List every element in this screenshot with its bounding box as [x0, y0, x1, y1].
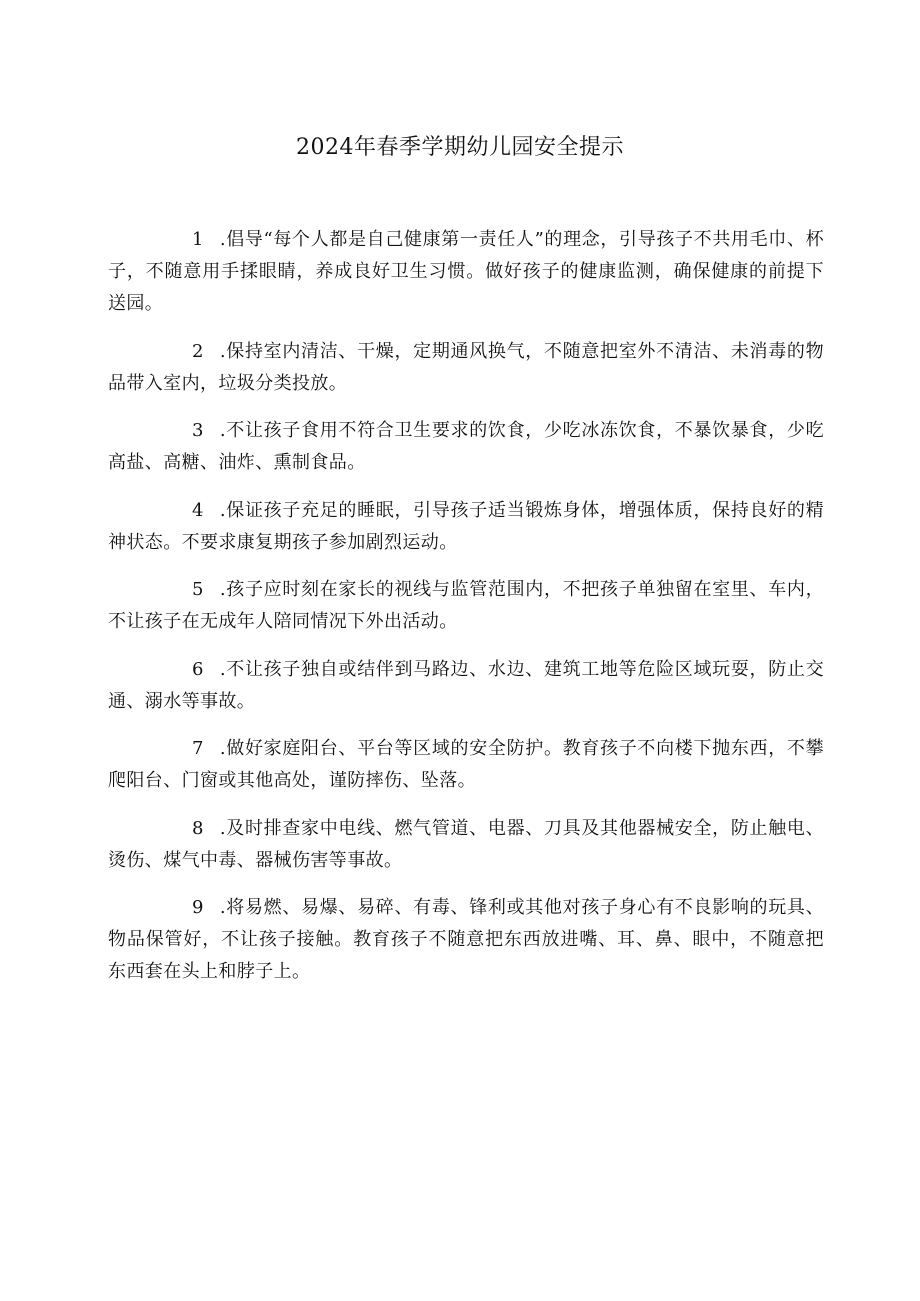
item-number: 5 [192, 579, 204, 600]
list-item [108, 336, 824, 400]
safety-tips-list [108, 224, 824, 1004]
list-item [108, 415, 824, 479]
item-text: .及时排查家中电线、燃气管道、电器、刀具及其他器械安全，防止触电、烫伤、煤气中毒、器械伤害等事故。 [108, 817, 824, 871]
list-item [108, 813, 824, 877]
item-text: .倡导“每个人都是自己健康第一责任人”的理念，引导孩子不共用毛巾、杯子，不随意用手揉眼睛，养成良好卫生习惯。做好孩子的健康监测，确保健康的前提下送园。 [108, 229, 824, 314]
list-item [108, 654, 824, 718]
item-text: .保持室内清洁、干燥，定期通风换气，不随意把室外不清洁、未消毒的物品带入室内，垃圾分类投放。 [108, 340, 824, 394]
item-number: 6 [192, 658, 204, 680]
list-item [108, 892, 824, 988]
item-text: .做好家庭阳台、平台等区域的安全防护。教育孩子不向楼下抛东西，不攀爬阳台、门窗或其他高处，谨防摔伤、坠落。 [108, 738, 824, 791]
item-text: .保证孩子充足的睡眠，引导孩子适当锻炼身体，增强体质，保持良好的精神状态。不要求康复期孩子参加剧烈运动。 [108, 499, 824, 553]
list-item [108, 574, 824, 638]
item-text: .将易燃、易爆、易碎、有毒、锋利或其他对孩子身心有不良影响的玩具、物品保管好，不让孩子接触。教育孩子不随意把东西放进嘴、耳、鼻、眼中，不随意把东西套在头上和脖子上。 [108, 897, 824, 982]
item-number: 9 [192, 897, 204, 918]
item-text: .不让孩子独自或结伴到马路边、水边、建筑工地等危险区域玩耍，防止交通、溺水等事故。 [108, 658, 824, 712]
item-text: .不让孩子食用不符合卫生要求的饮食，少吃冰冻饮食，不暴饮暴食，少吃高盐、高糖、油炸、熏制食品。 [108, 420, 824, 473]
item-number: 3 [192, 420, 204, 441]
item-number: 7 [192, 738, 204, 759]
list-item [108, 224, 824, 320]
item-number: 1 [192, 229, 204, 250]
item-number: 8 [192, 817, 204, 839]
list-item [108, 733, 824, 797]
item-text: .孩子应时刻在家长的视线与监管范围内，不把孩子单独留在室里、车内，不让孩子在无成年人陪同情况下外出活动。 [108, 579, 824, 632]
page-title: 2024年春季学期幼儿园安全提示 [296, 135, 624, 160]
item-number: 4 [192, 499, 204, 521]
item-number: 2 [192, 340, 204, 362]
list-item [108, 495, 824, 559]
